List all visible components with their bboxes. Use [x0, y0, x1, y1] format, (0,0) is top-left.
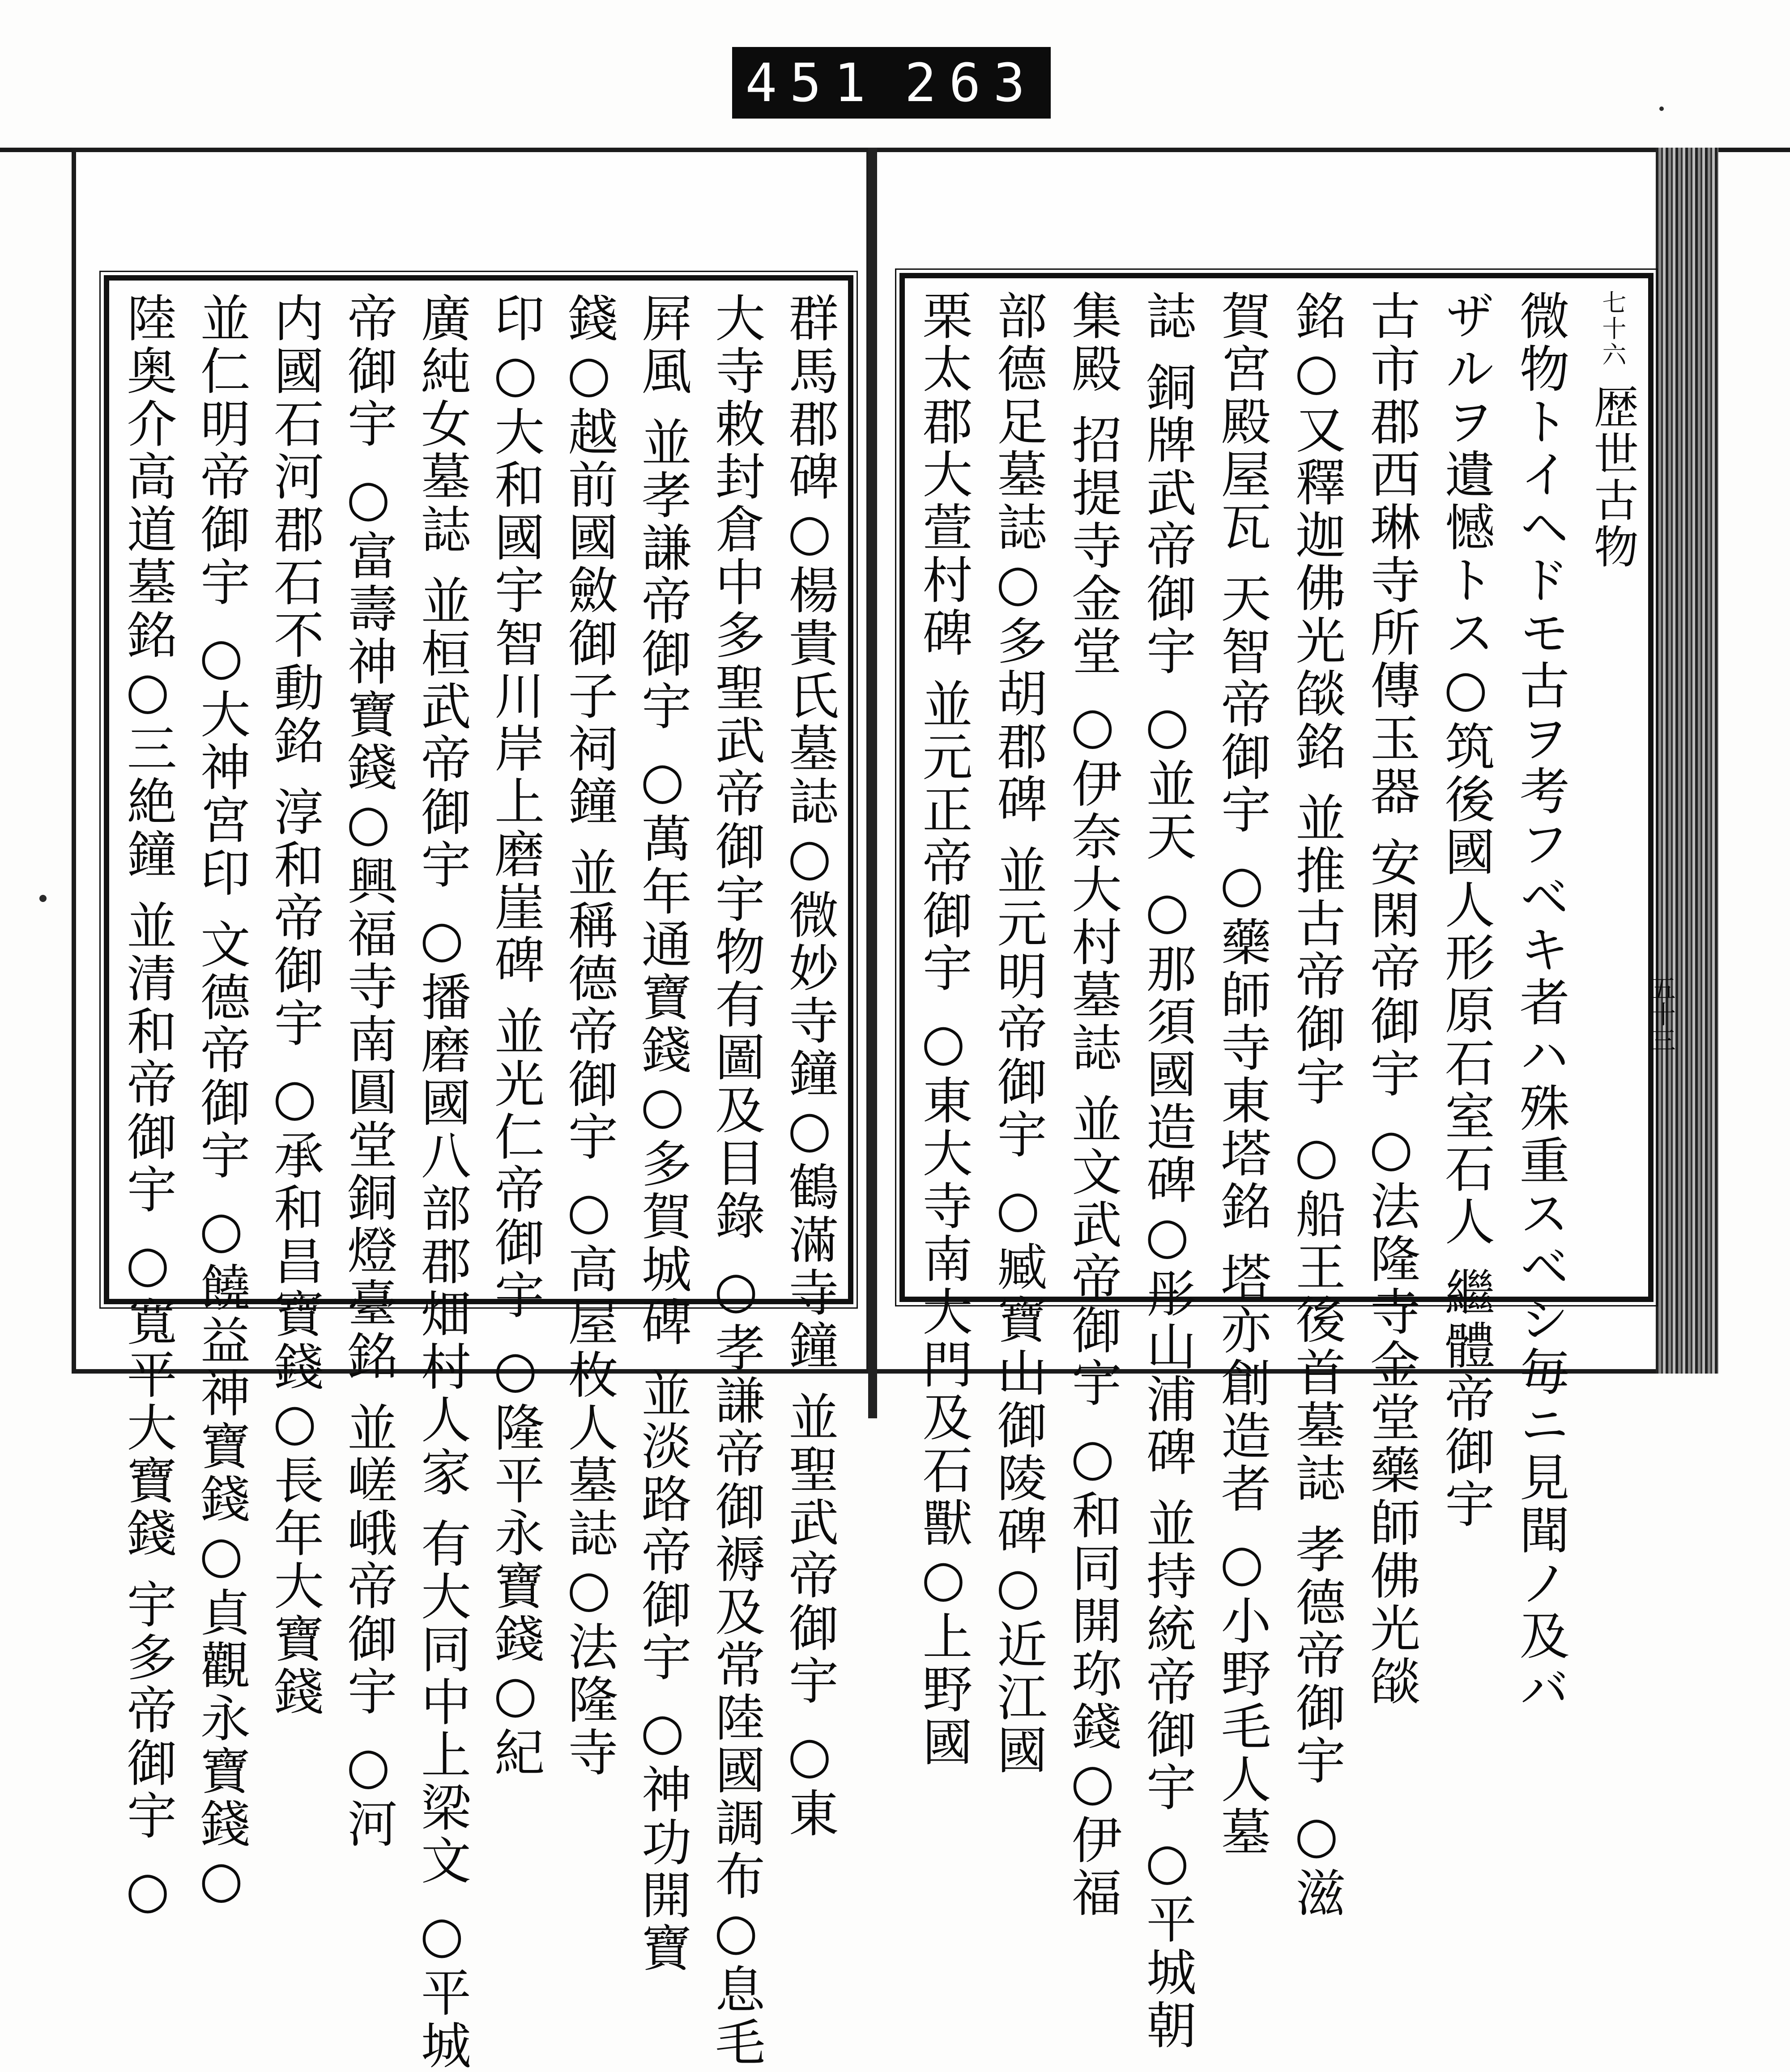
text-column: 賀宮殿屋瓦 天智帝御宇 ○藥師寺東塔銘 塔亦創造者 ○小野毛人墓 [1213, 290, 1271, 1859]
text-column: 集殿 招提寺金堂 ○伊奈大村墓誌 並文武帝御宇 ○和同開珎錢○伊福 [1063, 290, 1122, 1920]
text-column: 印○大和國宇智川岸上磨崖碑 並光仁帝御宇 ○隆平永寶錢○紀 [486, 292, 545, 1779]
right-columns [914, 290, 1639, 2052]
right-text-frame [899, 273, 1654, 2052]
text-column: 大寺敕封倉中多聖武帝御宇物有圖及目錄 ○孝謙帝御褥及常陸國調布○息毛 [707, 292, 765, 2069]
text-column: 内國石河郡石不動銘 淳和帝御宇 ○承和昌寶錢○長年大寶錢 [265, 292, 324, 1719]
text-column: 屛風 並孝謙帝御宇 ○萬年通寶錢○多賀城碑 並淡路帝御宇 ○神功開寶 [633, 292, 692, 1975]
text-column: 陸奥介高道墓銘○三絶鐘 並清和帝御宇 ○寬平大寶錢 宇多帝御宇 ○ [119, 292, 177, 1922]
call-number-label [732, 47, 1051, 119]
page-number: 七十六 [1598, 290, 1627, 368]
scan-speck [39, 895, 47, 902]
text-column: 部德足墓誌○多胡郡碑 並元明帝御宇 ○臧寶山御陵碑○近江國 [989, 290, 1047, 1777]
text-column: 微物トイヘドモ古ヲ考フベキ者ハ殊重スベシ毎ニ見聞ノ及バ [1511, 290, 1570, 1715]
text-column: 銘○又釋迦佛光燄銘 並推古帝御宇 ○船王後首墓誌 孝德帝御宇 ○滋 [1287, 290, 1346, 1920]
section-title: 歴世古物 [1586, 383, 1639, 570]
text-column: 帝御宇 ○富壽神寶錢○興福寺南圓堂銅燈臺銘 並嵯峨帝御宇 ○河 [339, 292, 397, 1851]
call-number-right: 263 [904, 52, 1038, 114]
left-columns [119, 292, 839, 2072]
text-column: 古市郡西琳寺所傳玉器 安閑帝御宇 ○法隆寺金堂藥師佛光燄 [1362, 290, 1420, 1708]
folio-number: 五十三 [1647, 975, 1676, 1053]
left-text-frame [104, 275, 853, 2072]
text-column: 栗太郡大萱村碑 並元正帝御宇 ○東大寺南大門及石獸○上野國 [914, 290, 972, 1769]
book-spine [868, 148, 877, 1418]
text-column: ザルヲ遺憾トス○筑後國人形原石室石人 繼體帝御宇 [1436, 290, 1495, 1531]
text-column: 廣純女墓誌 並桓武帝御宇 ○播磨國八部郡畑村人家 有大同中上梁文 ○平城 [413, 292, 471, 2072]
text-column: 誌 銅牌武帝御宇 ○並天 ○那須國造碑○彤山浦碑 並持統帝御宇 ○平城朝 [1138, 290, 1197, 2052]
text-column: 並仁明帝御宇 ○大神宮印 文德帝御宇 ○饒益神寶錢○貞觀永寶錢○ [192, 292, 251, 1911]
right-header-column [1586, 290, 1639, 1285]
call-number-left: 451 [745, 52, 878, 114]
text-column: 錢○越前國斂御子祠鐘 並稱德帝御宇 ○高屋枚人墓誌○法隆寺 [559, 292, 618, 1779]
text-column: 群馬郡碑○楊貴氏墓誌○微妙寺鐘○鶴滿寺鐘 並聖武帝御宇 ○東 [780, 292, 839, 1840]
page-edges [1656, 148, 1718, 1374]
scan-speck [1659, 106, 1664, 111]
